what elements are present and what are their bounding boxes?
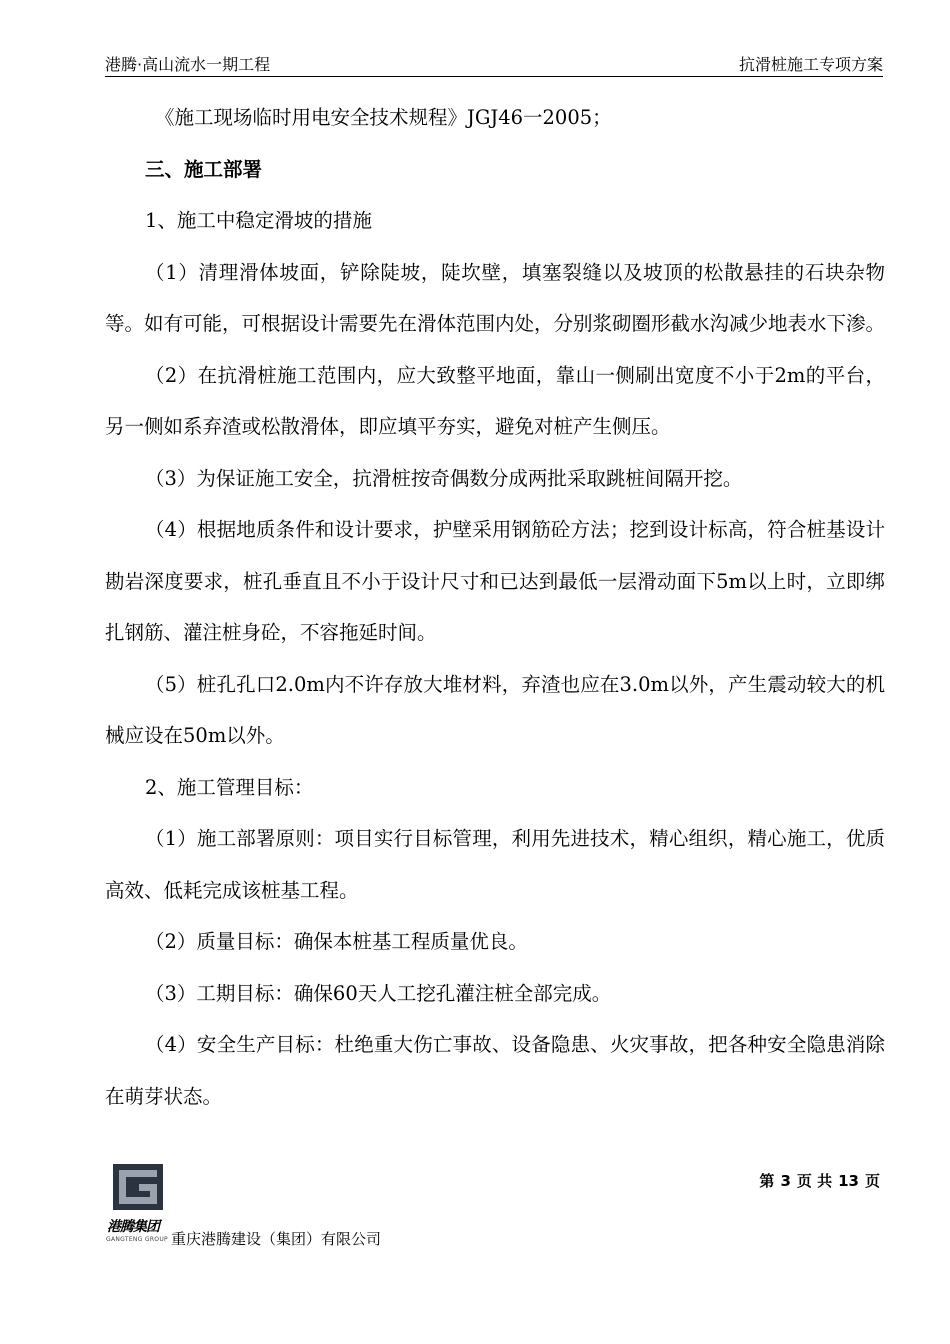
logo-english-name: GANGTENG GROUP	[106, 1236, 168, 1243]
paragraph-item-1-1: （1）清理滑体坡面，铲除陡坡，陡坎壁，填塞裂缝以及坡顶的松散悬挂的石块杂物等。如有可能，可根据设计需要先在滑体范围内处，分别浆砌圈形截水沟减少地表水下渗。	[105, 260, 886, 335]
logo-chinese-name: 港腾集团	[107, 1219, 159, 1235]
paragraph-item-1-4: （4）根据地质条件和设计要求，护壁采用钢筋砼方法；挖到设计标高，符合桩基设计勘岩深度要求，桩孔垂直且不小于设计尺寸和已达到最低一层滑动面下5m以上时，立即绑扎钢筋、灌注桩身砼，不容拖延时间。	[105, 518, 885, 644]
paragraph-item-2-4: （4）安全生产目标：杜绝重大伤亡事故、设备隐患、火灾事故，把各种安全隐患消除在萌芽状态。	[105, 1033, 885, 1108]
logo-bar-right	[150, 1184, 157, 1204]
document-body	[105, 92, 885, 1122]
page-number	[756, 1170, 883, 1191]
page-header	[105, 50, 883, 77]
page-mid: 页 共	[796, 1172, 833, 1190]
paragraph-item-1-3: （3）为保证施工安全，抗滑桩按奇偶数分成两批采取跳桩间隔开挖。	[145, 466, 743, 490]
section-heading: 三、施工部署	[145, 157, 263, 181]
page-current: 3	[780, 1172, 791, 1190]
company-name: 重庆港腾建设（集团）有限公司	[171, 1230, 382, 1248]
page-prefix: 第	[759, 1172, 775, 1190]
paragraph-item-1-2: （2）在抗滑桩施工范围内，应大致整平地面，靠山一侧刷出宽度不小于2m的平台，另一侧如系弃渣或松散滑体，即应填平夯实，避免对桩产生侧压。	[105, 363, 885, 438]
subsection-heading-2: 2、施工管理目标：	[145, 775, 314, 799]
paragraph-item-2-2: （2）质量目标：确保本桩基工程质量优良。	[145, 930, 528, 953]
paragraph-item-1-5: （5）桩孔孔口2.0m内不许存放大堆材料，弃渣也应在3.0m以外，产生震动较大的机械应设在50m以外。	[105, 672, 885, 747]
header-document-title: 抗滑桩施工专项方案	[738, 55, 883, 74]
paragraph-item-2-1: （1）施工部署原则：项目实行目标管理，利用先进技术，精心组织，精心施工，优质高效、低耗完成该桩基工程。	[105, 827, 885, 902]
page-suffix: 页	[864, 1172, 880, 1190]
subsection-heading-1: 1、施工中稳定滑坡的措施	[145, 209, 372, 232]
header-project-title: 港腾·高山流水一期工程	[105, 55, 271, 74]
paragraph-item-2-3: （3）工期目标：确保60天人工挖孔灌注桩全部完成。	[145, 981, 612, 1005]
page-total: 13	[838, 1172, 859, 1190]
paragraph-regulation: 《施工现场临时用电安全技术规程》JGJ46一2005；	[155, 106, 612, 129]
